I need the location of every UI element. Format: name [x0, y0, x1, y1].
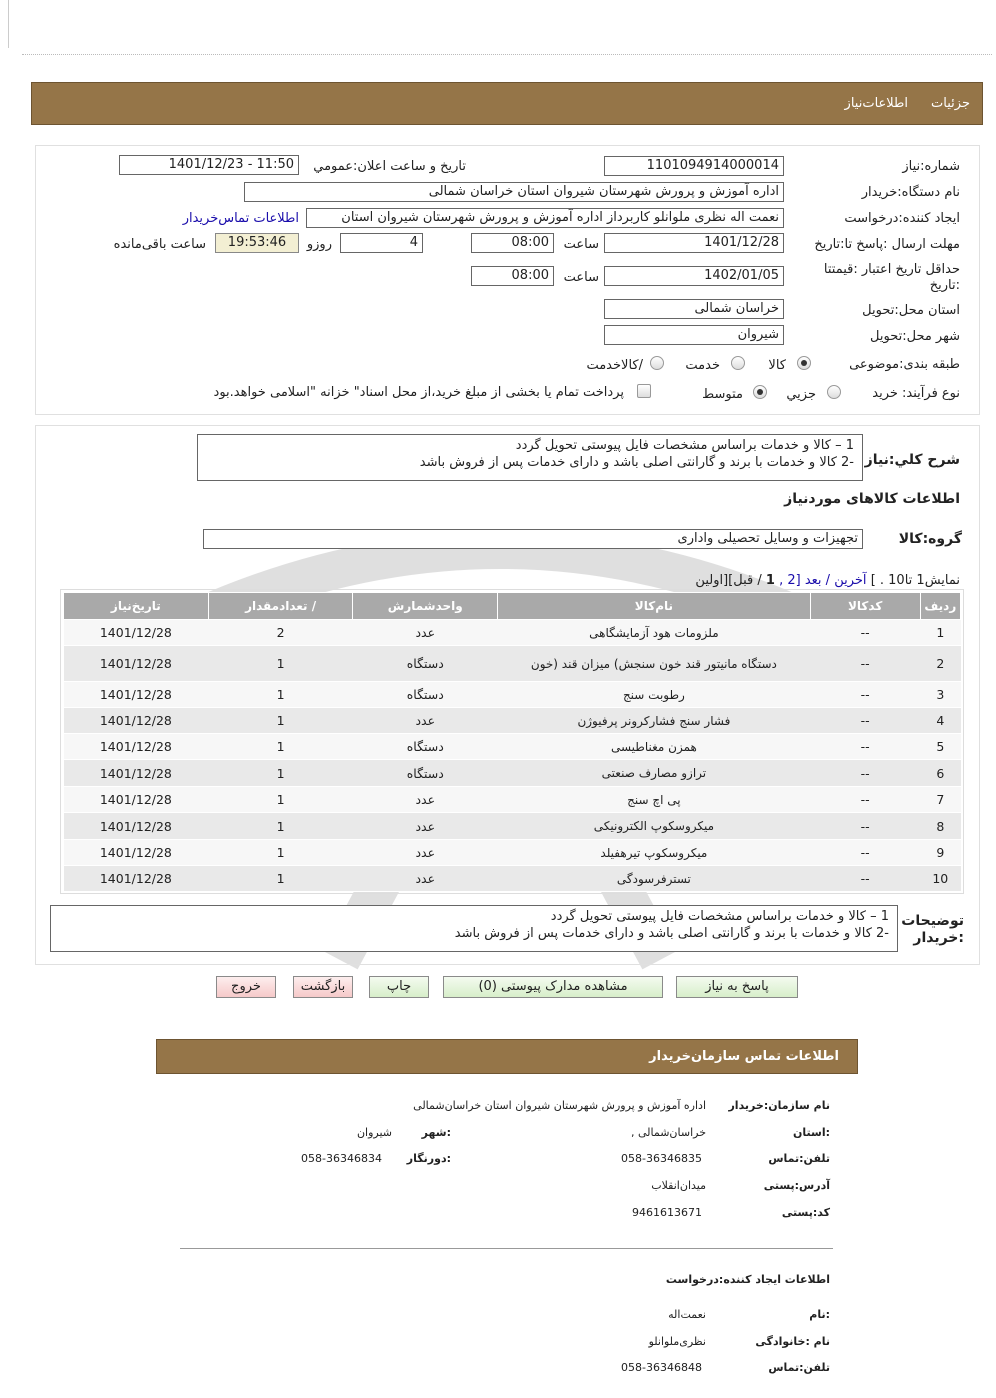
contact-province-label: :استان — [793, 1126, 830, 1139]
contact-address-label: آدرس:پستی — [763, 1179, 830, 1192]
radio-goods[interactable] — [797, 356, 811, 370]
left-divider — [8, 0, 9, 48]
table-cell: 1 — [208, 760, 353, 787]
table-cell: -- — [810, 646, 920, 682]
summary-label: شرح کلي:نیاز — [864, 452, 960, 468]
validity-time-label: ساعت — [563, 270, 599, 285]
table-header-cell: کدکالا — [810, 593, 920, 620]
pagination — [695, 573, 960, 588]
radio-goods-label: کالا — [768, 358, 786, 373]
table-row — [64, 813, 961, 840]
table-cell: دستگاه — [353, 682, 498, 708]
table-header-cell: تاریخ‌نیاز — [64, 593, 209, 620]
table-row — [64, 787, 961, 813]
table-cell: دستگاه — [353, 646, 498, 682]
creator-family-label: نام :خانوادگی — [755, 1335, 830, 1348]
table-row — [64, 708, 961, 734]
city-label: شهر محل:تحویل — [870, 329, 960, 344]
table-cell: 1 — [920, 620, 960, 646]
radio-partial[interactable] — [827, 385, 841, 399]
contact-title: اطلاعات تماس سازمان‌خریدار — [649, 1049, 839, 1064]
pagination-last-link[interactable]: آخرین — [834, 573, 867, 588]
table-row — [64, 840, 961, 866]
contact-divider — [180, 1248, 833, 1249]
validity-label-2: :تاریخ — [929, 278, 960, 293]
summary-line-2: -2 کالا و خدمات با برند و گارانتی اصلی باشد و دارای خدمات پس از فروش باشد — [419, 455, 854, 470]
need-number-label: شماره:نیاز — [902, 159, 960, 174]
radio-service[interactable] — [731, 356, 745, 370]
table-cell: 5 — [920, 734, 960, 760]
days-label: روزو — [306, 237, 332, 252]
deadline-label: مهلت ارسال :پاسخ تا:تاریخ — [814, 237, 960, 252]
table-cell: میکروسکوپ تیرهفیلد — [498, 840, 811, 866]
table-cell: -- — [810, 734, 920, 760]
treasury-payment-checkbox[interactable] — [637, 384, 651, 398]
table-cell: 1401/12/28 — [64, 620, 209, 646]
table-cell: دستگاه — [353, 734, 498, 760]
table-cell: 9 — [920, 840, 960, 866]
table-cell: 1 — [208, 734, 353, 760]
radio-service-label: خدمت — [685, 358, 720, 373]
pagination-next-link[interactable]: / بعد — [804, 573, 831, 588]
table-cell: 6 — [920, 760, 960, 787]
city-field: شیروان — [604, 325, 784, 345]
table-cell: 1401/12/28 — [64, 646, 209, 682]
contact-province-value: خراسان‌شمالی , — [630, 1126, 706, 1139]
header-bar — [31, 82, 983, 125]
province-field: خراسان شمالی — [604, 299, 784, 319]
table-cell: -- — [810, 620, 920, 646]
radio-goods-service[interactable] — [650, 356, 664, 370]
deadline-time-field: 08:00 — [471, 233, 554, 253]
table-cell: دستگاه — [353, 760, 498, 787]
table-cell: 4 — [920, 708, 960, 734]
creator-phone-value: 058-36346848 — [621, 1361, 702, 1374]
tab-details[interactable]: جزئیات — [931, 96, 970, 111]
table-cell: -- — [810, 760, 920, 787]
need-number-field: 1101094914000014 — [604, 156, 784, 176]
table-cell: 1401/12/28 — [64, 734, 209, 760]
table-cell: 1 — [208, 840, 353, 866]
contact-postal-value: 9461613671 — [632, 1206, 702, 1219]
table-cell: 1401/12/28 — [64, 866, 209, 892]
table-cell: 1 — [208, 813, 353, 840]
validity-label: حداقل تاریخ اعتبار :قیمتتا — [823, 262, 960, 277]
table-cell: -- — [810, 840, 920, 866]
buyer-org-label: نام دستگاه:خریدار — [861, 185, 960, 200]
pagination-page-2-link[interactable]: [2 , — [779, 573, 801, 588]
tab-need-info[interactable]: اطلاعات‌نیاز — [844, 96, 908, 111]
radio-partial-label: جزیي — [786, 387, 816, 402]
summary-text — [197, 434, 863, 481]
remaining-label: ساعت باقی‌مانده — [113, 237, 206, 252]
table-cell: 1401/12/28 — [64, 813, 209, 840]
table-cell: -- — [810, 813, 920, 840]
days-field: 4 — [340, 233, 423, 253]
summary-line-1: 1 – کالا و خدمات براساس مشخصات فایل پیوستی تحویل گردد — [515, 438, 854, 453]
exit-button[interactable]: خروج — [216, 976, 276, 998]
table-header-cell: نام‌کالا — [498, 593, 811, 620]
items-table — [63, 592, 961, 892]
table-cell: 1 — [208, 646, 353, 682]
table-cell: 8 — [920, 813, 960, 840]
table-cell: عدد — [353, 866, 498, 892]
table-cell: 1401/12/28 — [64, 787, 209, 813]
table-cell: -- — [810, 708, 920, 734]
table-cell: -- — [810, 682, 920, 708]
table-cell: ترازو مصارف صنعتی — [498, 760, 811, 787]
deadline-time-label: ساعت — [563, 237, 599, 252]
goods-info-title: اطلاعات کالاهای موردنیاز — [784, 491, 960, 507]
table-cell: 2 — [208, 620, 353, 646]
table-cell: عدد — [353, 840, 498, 866]
table-cell: 2 — [920, 646, 960, 682]
table-header-cell: ردیف — [920, 593, 960, 620]
table-cell: 3 — [920, 682, 960, 708]
contact-fax-value: 058-36346834 — [301, 1152, 382, 1165]
table-cell: عدد — [353, 708, 498, 734]
table-row — [64, 620, 961, 646]
table-cell: همزن مغناطیسی — [498, 734, 811, 760]
creator-phone-label: تلفن:تماس — [768, 1361, 830, 1374]
table-cell: 1401/12/28 — [64, 682, 209, 708]
announce-datetime-field: 1401/12/23 - 11:50 — [119, 155, 299, 175]
table-cell: عدد — [353, 787, 498, 813]
contact-city-value: شیروان — [356, 1126, 392, 1139]
validity-time-field: 08:00 — [471, 266, 554, 286]
category-label: طبقه بندی:موضوعی — [849, 357, 960, 372]
table-header-cell: / تعدادمقدار — [208, 593, 353, 620]
process-label: نوع فرآیند: خرید — [872, 386, 960, 401]
buyer-notes-label: توضیحات — [901, 913, 964, 929]
buyer-notes-line-2: -2 کالا و خدمات با برند و گارانتی اصلی باشد و دارای خدمات پس از فروش باشد — [454, 926, 889, 941]
deadline-date-field: 1401/12/28 — [604, 233, 784, 253]
creator-label: ایجاد کننده:درخواست — [844, 211, 960, 226]
contact-address-value: میدان‌انقلاب — [651, 1179, 706, 1192]
table-row — [64, 734, 961, 760]
contact-phone-value: 058-36346835 — [621, 1152, 702, 1165]
table-cell: 1 — [208, 682, 353, 708]
buyer-notes-text — [50, 905, 898, 952]
table-row — [64, 866, 961, 892]
table-cell: تسترفرسودگی — [498, 866, 811, 892]
table-cell: فشار سنج فشارکرونر پرفیوژن — [498, 708, 811, 734]
table-cell: 1 — [208, 787, 353, 813]
treasury-payment-label: پرداخت تمام یا بخشی از مبلغ خرید،از محل اسناد" خزانه "اسلامی خواهد.بود — [213, 385, 624, 400]
creator-info-title: اطلاعات ایجاد کننده:درخواست — [665, 1273, 830, 1286]
print-button[interactable]: چاپ — [369, 976, 429, 998]
province-label: استان محل:تحویل — [862, 303, 960, 318]
table-cell: عدد — [353, 813, 498, 840]
pagination-current-page: 1 — [765, 573, 775, 588]
remaining-time-display: 19:53:46 — [215, 233, 299, 253]
contact-org-label: نام سازمان:خریدار — [728, 1099, 830, 1112]
buyer-notes-line-1: 1 – کالا و خدمات براساس مشخصات فایل پیوستی تحویل گردد — [550, 909, 889, 924]
table-cell: 1401/12/28 — [64, 840, 209, 866]
creator-name-label: :نام — [809, 1308, 830, 1321]
table-header-cell: واحدشمارش — [353, 593, 498, 620]
buyer-org-field: اداره آموزش و پرورش شهرستان شیروان استان خراسان شمالی — [244, 182, 784, 202]
table-cell: پی اچ سنج — [498, 787, 811, 813]
contact-city-label: :شهر — [421, 1126, 451, 1139]
pagination-suffix: / قبل][اولین — [695, 573, 762, 588]
back-button[interactable]: بازگشت — [293, 976, 353, 998]
validity-date-field: 1402/01/05 — [604, 266, 784, 286]
pagination-prefix: نمایش1 تا10 . ] — [870, 573, 960, 588]
table-cell: 1 — [208, 708, 353, 734]
top-dotted-divider — [22, 54, 992, 55]
radio-medium[interactable] — [753, 385, 767, 399]
table-cell: -- — [810, 787, 920, 813]
contact-header-bar — [156, 1039, 858, 1074]
table-cell: 1401/12/28 — [64, 760, 209, 787]
contact-fax-label: :دورنگار — [406, 1152, 451, 1165]
table-cell: 1 — [208, 866, 353, 892]
table-cell: دستگاه مانیتور قند خون سنجش) میزان قند (خون — [498, 646, 811, 682]
table-cell: -- — [810, 866, 920, 892]
creator-family-value: نظری‌ملوانلو — [648, 1335, 706, 1348]
creator-name-value: نعمت‌اله — [668, 1308, 706, 1321]
buyer-contact-link[interactable]: اطلاعات تماس‌خریدار — [182, 211, 299, 226]
contact-org-value: اداره آموزش و پرورش شهرستان شیروان استان خراسان‌شمالی — [413, 1099, 706, 1112]
table-cell: ملزومات هود آزمایشگاهی — [498, 620, 811, 646]
reply-button[interactable]: پاسخ به نیاز — [676, 976, 798, 998]
contact-postal-label: کد:پستی — [781, 1206, 830, 1219]
table-cell: 1401/12/28 — [64, 708, 209, 734]
radio-medium-label: متوسط — [702, 387, 743, 402]
table-row — [64, 760, 961, 787]
table-row — [64, 646, 961, 682]
table-cell: عدد — [353, 620, 498, 646]
announce-label: تاریخ و ساعت اعلان:عمومي — [313, 159, 466, 174]
radio-goods-service-label: /کالاخدمت — [586, 358, 643, 373]
creator-field: نعمت اله نظری ملوانلو کاربرداز اداره آموزش و پرورش شهرستان شیروان استان — [306, 208, 784, 228]
contact-phone-label: تلفن:تماس — [768, 1152, 830, 1165]
buyer-notes-label-2: :خریدار — [913, 930, 964, 946]
table-header-row — [64, 593, 961, 620]
view-attachments-button[interactable]: مشاهده مدارک پیوستی (0) — [443, 976, 663, 998]
table-cell: میکروسکوپ الکترونیکی — [498, 813, 811, 840]
goods-group-field: تجهیزات و وسایل تحصیلی واداری — [203, 529, 863, 549]
goods-group-label: گروه:کالا — [898, 531, 962, 547]
table-cell: 7 — [920, 787, 960, 813]
table-cell: 10 — [920, 866, 960, 892]
table-cell: رطوبت سنج — [498, 682, 811, 708]
table-row — [64, 682, 961, 708]
